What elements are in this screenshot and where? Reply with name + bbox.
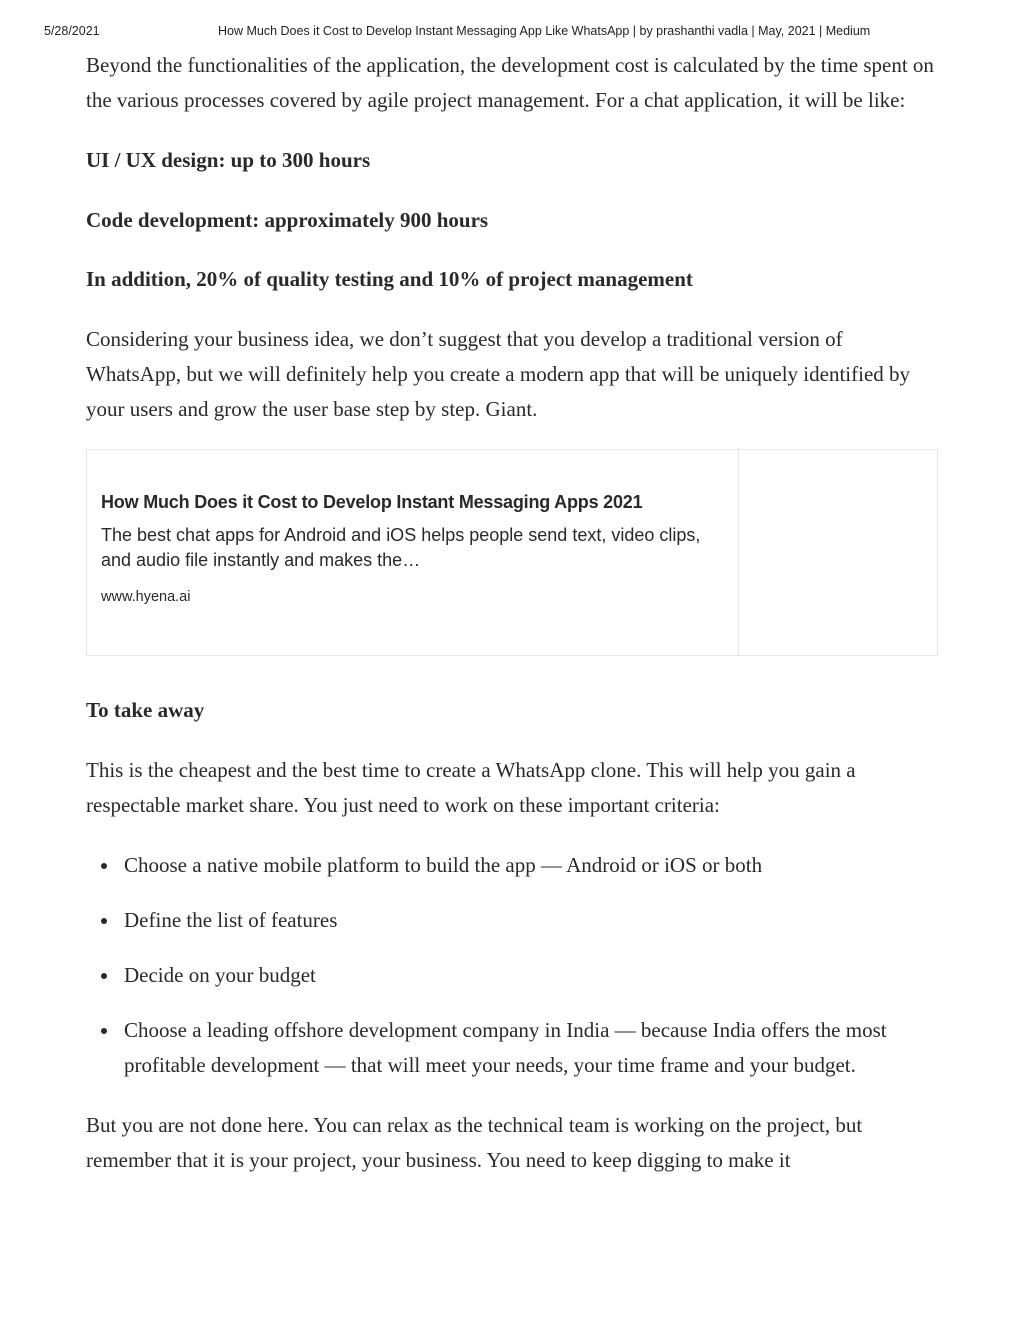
link-card-thumbnail	[739, 450, 937, 655]
takeaway-intro: This is the cheapest and the best time to create a WhatsApp clone. This will help you gain a respectable market share. You just need to work on these important criteria:	[86, 758, 856, 817]
link-card-description: The best chat apps for Android and iOS helps people send text, video clips, and audio file instantly and makes the…	[101, 525, 701, 570]
bullet-icon	[101, 918, 107, 924]
article-body	[86, 48, 942, 1178]
list-item	[86, 1013, 942, 1083]
intro-paragraph: Beyond the functionalities of the application, the development cost is calculated by the time spent on the various processes covered by agile project management. For a chat application, it will be like:	[86, 53, 934, 112]
link-preview-card[interactable]	[86, 449, 938, 656]
list-item	[86, 848, 942, 883]
link-card-text	[87, 450, 739, 655]
closing-paragraph: But you are not done here. You can relax as the technical team is working on the project, but remember that it is your project, your business. You need to keep digging to make it	[86, 1113, 863, 1172]
list-item-text: Decide on your budget	[124, 963, 316, 987]
print-page-title: How Much Does it Cost to Develop Instant Messaging App Like WhatsApp | by prashanthi vadla | May, 2021 | Medium	[218, 24, 871, 38]
list-item-text: Choose a native mobile platform to build the app — Android or iOS or both	[124, 853, 763, 877]
bullet-icon	[101, 1028, 107, 1034]
estimate-extra: In addition, 20% of quality testing and 10% of project management	[86, 267, 693, 291]
list-item-text: Define the list of features	[124, 908, 338, 932]
list-item-text: Choose a leading offshore development company in India — because India offers the most profitable development — that will meet your needs, your time frame and your budget.	[124, 1018, 887, 1077]
estimate-code: Code development: approximately 900 hours	[86, 208, 489, 232]
bullet-icon	[101, 863, 107, 869]
print-date: 5/28/2021	[44, 24, 100, 38]
list-item	[86, 903, 942, 938]
bullet-icon	[101, 973, 107, 979]
link-card-title: How Much Does it Cost to Develop Instant Messaging Apps 2021	[101, 492, 643, 512]
estimate-uiux: UI / UX design: up to 300 hours	[86, 148, 371, 172]
criteria-list	[86, 848, 942, 1083]
link-card-domain: www.hyena.ai	[101, 589, 191, 605]
list-item	[86, 958, 942, 993]
print-header	[0, 24, 1024, 42]
considering-paragraph: Considering your business idea, we don’t suggest that you develop a traditional version of WhatsApp, but we will definitely help you create a modern app that will be uniquely identified by your users and grow the user base step by step. Giant.	[86, 327, 911, 421]
takeaway-heading: To take away	[86, 698, 205, 722]
